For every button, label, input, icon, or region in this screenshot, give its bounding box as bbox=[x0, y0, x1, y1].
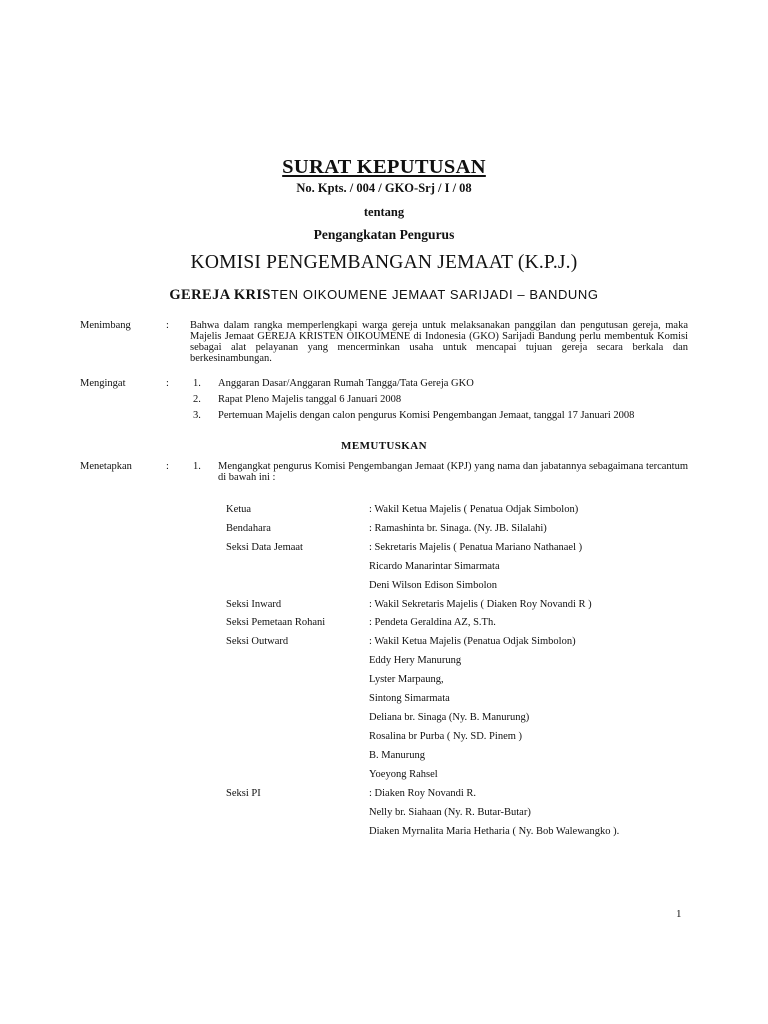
memutuskan-heading: MEMUTUSKAN bbox=[341, 440, 427, 452]
roster-name: Diaken Myrnalita Maria Hetharia ( Ny. Bob Walewangko ). bbox=[369, 826, 620, 837]
roster-position: Seksi PI bbox=[226, 788, 261, 799]
roster-name: : Wakil Ketua Majelis ( Penatua Odjak Simbolon) bbox=[369, 504, 579, 515]
roster-name: Nelly br. Siahaan (Ny. R. Butar-Butar) bbox=[369, 807, 531, 818]
roster-position: Seksi Pemetaan Rohani bbox=[226, 617, 326, 628]
roster-name: Eddy Hery Manurung bbox=[369, 655, 462, 666]
mengingat-label: Mengingat bbox=[80, 378, 126, 389]
roster-position: Seksi Data Jemaat bbox=[226, 542, 303, 553]
roster-name: Ricardo Manarintar Simarmata bbox=[369, 561, 500, 572]
roster-name: B. Manurung bbox=[369, 750, 425, 761]
mengingat-item-number: 3. bbox=[193, 410, 201, 421]
roster-name: : Wakil Sekretaris Majelis ( Diaken Roy Novandi R ) bbox=[369, 599, 592, 610]
roster-name: Sintong Simarmata bbox=[369, 693, 450, 704]
menetapkan-colon: : bbox=[166, 461, 169, 472]
committee-name: KOMISI PENGEMBANGAN JEMAAT (K.P.J.) bbox=[190, 252, 578, 273]
church-name-rest: TEN OIKOUMENE JEMAAT SARIJADI – BANDUNG bbox=[270, 287, 599, 302]
document-title: SURAT KEPUTUSAN bbox=[282, 156, 486, 178]
mengingat-colon: : bbox=[166, 378, 169, 389]
roster-position: Bendahara bbox=[226, 523, 271, 534]
roster-name: : Pendeta Geraldina AZ, S.Th. bbox=[369, 617, 496, 628]
roster-position: Seksi Inward bbox=[226, 599, 282, 610]
tentang-label: tentang bbox=[363, 205, 405, 219]
mengingat-item-text: Pertemuan Majelis dengan calon pengurus Komisi Pengembangan Jemaat, tanggal 17 Januari 2008 bbox=[218, 410, 635, 421]
mengingat-item-text: Anggaran Dasar/Anggaran Rumah Tangga/Tata Gereja GKO bbox=[218, 378, 474, 389]
roster-name: Lyster Marpaung, bbox=[369, 674, 444, 685]
decree-subject: Pengangkatan Pengurus bbox=[313, 227, 455, 242]
roster-position: Ketua bbox=[226, 504, 252, 515]
mengingat-item-number: 1. bbox=[193, 378, 201, 389]
roster-name: Rosalina br Purba ( Ny. SD. Pinem ) bbox=[369, 731, 523, 742]
menetapkan-label: Menetapkan bbox=[80, 461, 132, 472]
roster-name: : Ramashinta br. Sinaga. (Ny. JB. Silalahi) bbox=[369, 523, 547, 534]
decree-number: No. Kpts. / 004 / GKO-Srj / I / 08 bbox=[296, 181, 472, 195]
roster-name: Yoeyong Rahsel bbox=[369, 769, 438, 780]
roster-name: : Sekretaris Majelis ( Penatua Mariano Nathanael ) bbox=[369, 542, 583, 553]
menetapkan-text: Mengangkat pengurus Komisi Pengembangan Jemaat (KPJ) yang nama dan jabatannya sebagaimana tercantum di bawah ini : bbox=[218, 461, 688, 483]
roster-position: Seksi Outward bbox=[226, 636, 289, 647]
menimbang-text: Bahwa dalam rangka memperlengkapi warga gereja untuk melaksanakan panggilan dan pengutusan gereja, maka Majelis Jemaat GEREJA KRISTEN OIKOUMENE di Indonesia (GKO) Sarijadi Bandung perlu membentuk Komisi sebagai alat pelayanan yang mencerminkan usaha untuk mencapai tujuan gereja secara berkala dan berkesinambungan. bbox=[190, 320, 688, 364]
mengingat-item-number: 2. bbox=[193, 394, 201, 405]
roster-name: Deni Wilson Edison Simbolon bbox=[369, 580, 498, 591]
mengingat-item-text: Rapat Pleno Majelis tanggal 6 Januari 2008 bbox=[218, 394, 402, 405]
menimbang-colon: : bbox=[166, 320, 169, 331]
roster-name: : Wakil Ketua Majelis (Penatua Odjak Simbolon) bbox=[369, 636, 576, 647]
roster-name: Deliana br. Sinaga (Ny. B. Manurung) bbox=[369, 712, 530, 723]
church-name-bold: GEREJA KRIS bbox=[169, 287, 271, 303]
church-name bbox=[0, 287, 768, 304]
menimbang-label: Menimbang bbox=[80, 320, 131, 331]
page-number: 1 bbox=[676, 908, 682, 920]
menetapkan-item-number: 1. bbox=[193, 461, 201, 472]
roster-name: : Diaken Roy Novandi R. bbox=[369, 788, 477, 799]
